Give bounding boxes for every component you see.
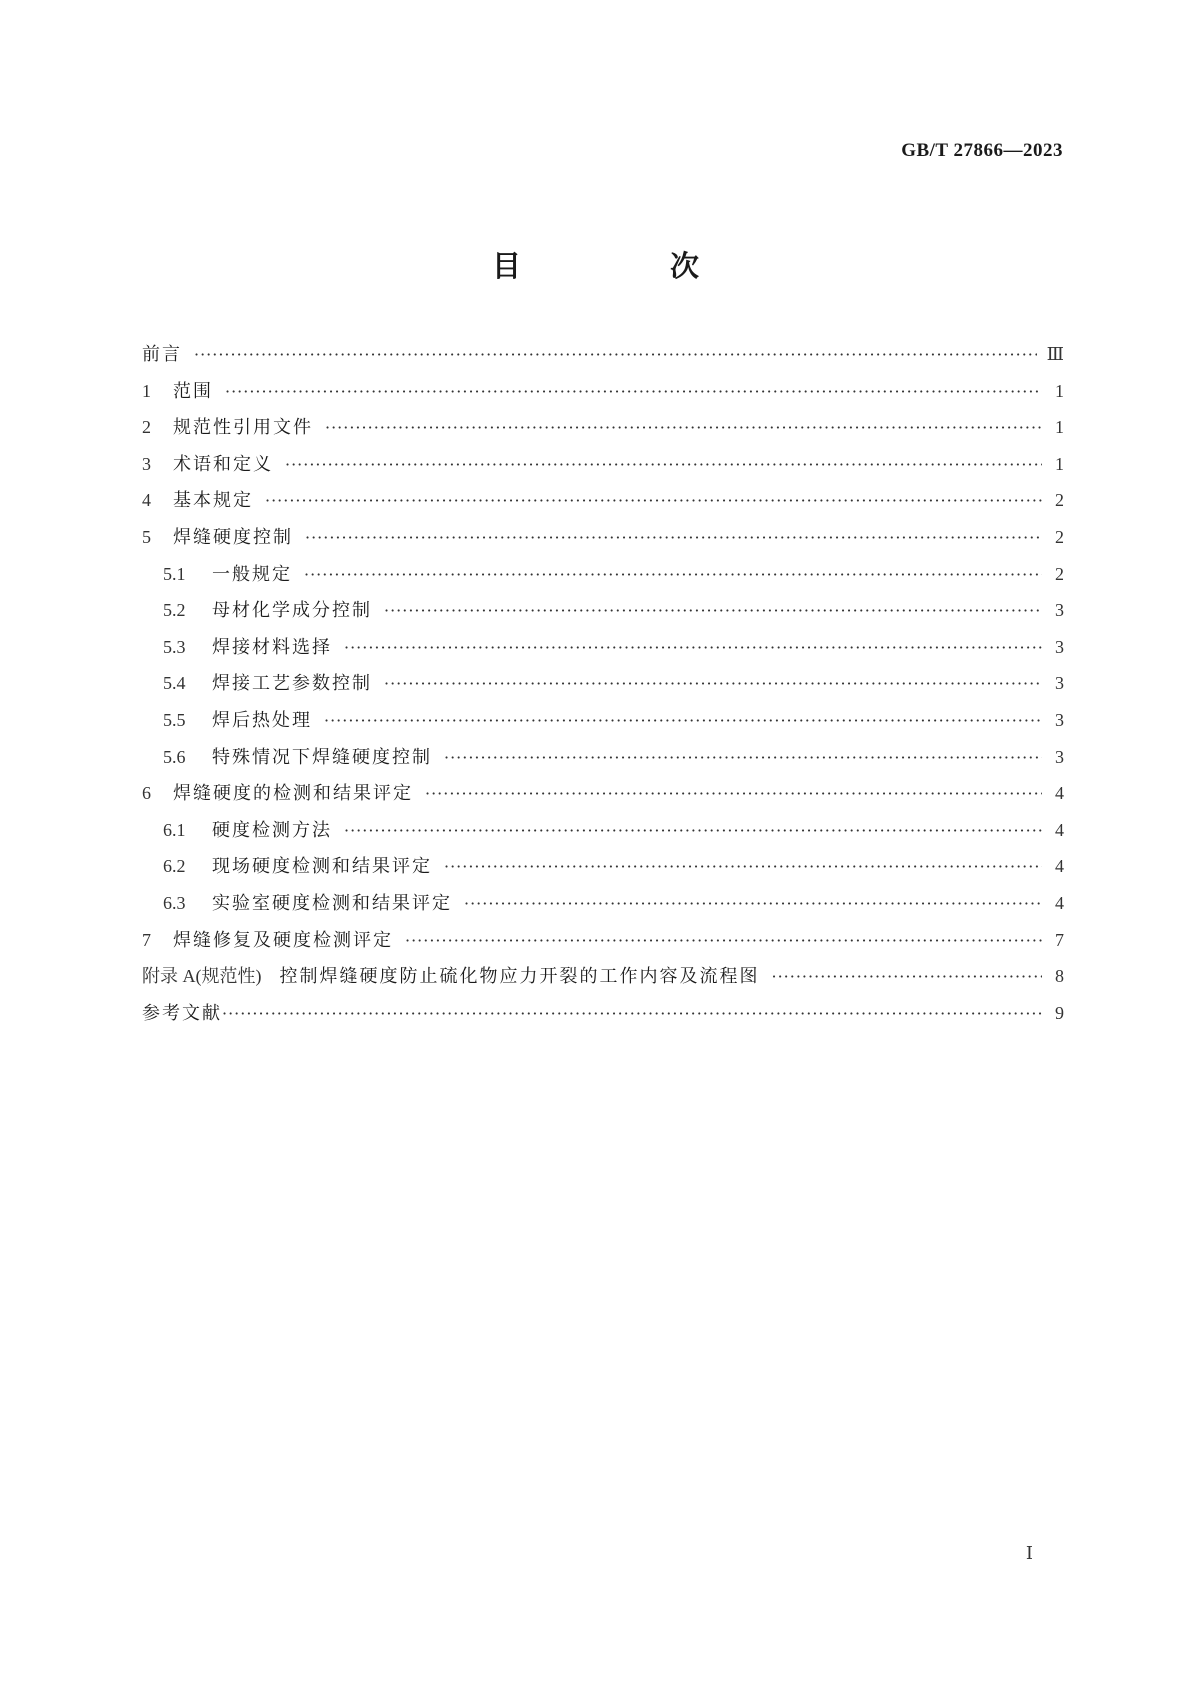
toc-dot-leader [222, 1004, 1042, 1023]
toc-entry-page: 4 [1055, 819, 1064, 840]
toc-entry-number: 2 [142, 417, 151, 438]
toc-entry-number: 6 [142, 783, 151, 804]
toc-entry-number: 5.3 [163, 636, 186, 657]
toc-entry-label: 特殊情况下焊缝硬度控制 [212, 746, 432, 768]
toc-entry-number: 5 [142, 526, 151, 547]
toc-entry[interactable] [142, 596, 1064, 633]
toc-dot-leader [444, 748, 1042, 767]
toc-entry[interactable] [142, 450, 1064, 487]
toc-dot-leader [324, 711, 1042, 730]
toc-entry-number: 5.5 [163, 709, 186, 730]
toc-entry-number: 1 [142, 380, 151, 401]
toc-entry[interactable] [142, 340, 1064, 377]
toc-entry-label: 焊缝硬度的检测和结果评定 [173, 783, 413, 805]
toc-entry-page: 8 [1055, 966, 1064, 987]
toc-entry-page: 2 [1055, 563, 1064, 584]
toc-entry[interactable] [142, 706, 1064, 743]
toc-dot-leader [405, 931, 1042, 950]
toc-entry-label: 焊后热处理 [212, 709, 312, 731]
toc-entry[interactable] [142, 926, 1064, 963]
toc-dot-leader [225, 382, 1042, 401]
toc-dot-leader [772, 967, 1043, 986]
toc-entry-label: 参考文献 [142, 1002, 222, 1024]
toc-entry[interactable] [142, 852, 1064, 889]
toc-dot-leader [344, 821, 1042, 840]
toc-entry[interactable] [142, 816, 1064, 853]
toc-entry-label: 母材化学成分控制 [212, 600, 372, 622]
toc-entry[interactable] [142, 962, 1064, 999]
toc-entry[interactable] [142, 486, 1064, 523]
toc-dot-leader [444, 857, 1042, 876]
toc-entry[interactable] [142, 560, 1064, 597]
toc-entry[interactable] [142, 413, 1064, 450]
toc-entry-number: 7 [142, 929, 151, 950]
toc-entry-label: 规范性引用文件 [173, 417, 313, 439]
toc-entry-number: 5.1 [163, 563, 186, 584]
toc-entry[interactable] [142, 633, 1064, 670]
toc-entry-page: 1 [1055, 453, 1064, 474]
toc-entry-label: 硬度检测方法 [212, 819, 332, 841]
toc-entry-page: 3 [1055, 600, 1064, 621]
toc-entry-label: 焊缝修复及硬度检测评定 [173, 929, 393, 951]
page-title: 目 次 [491, 249, 759, 283]
table-of-contents [142, 340, 1064, 1035]
toc-entry-label: 前言 [142, 344, 182, 365]
toc-dot-leader [425, 784, 1042, 803]
toc-entry-page: 9 [1055, 1002, 1064, 1023]
toc-entry-label: 一般规定 [212, 563, 292, 585]
toc-entry-page: 3 [1055, 746, 1064, 767]
toc-entry-page: 1 [1055, 417, 1064, 438]
toc-dot-leader [344, 638, 1042, 657]
toc-dot-leader [265, 491, 1042, 510]
toc-entry-page: 2 [1055, 526, 1064, 547]
toc-entry-number: 6.2 [163, 856, 186, 877]
toc-entry-number: 6.3 [163, 892, 186, 913]
toc-entry-page: 2 [1055, 490, 1064, 511]
toc-entry-number: 3 [142, 453, 151, 474]
toc-entry[interactable] [142, 743, 1064, 780]
page-number: Ⅰ [1025, 1543, 1033, 1563]
toc-entry[interactable] [142, 889, 1064, 926]
toc-dot-leader [384, 674, 1042, 693]
toc-entry-label: 范围 [173, 380, 213, 402]
toc-entry-number: 5.2 [163, 600, 186, 621]
toc-dot-leader [285, 455, 1042, 474]
toc-dot-leader [304, 565, 1042, 584]
toc-entry-label: 术语和定义 [173, 453, 273, 475]
toc-entry-number: 6.1 [163, 819, 186, 840]
toc-entry[interactable] [142, 779, 1064, 816]
toc-dot-leader [325, 418, 1042, 437]
toc-entry-page: 1 [1055, 380, 1064, 401]
toc-dot-leader [305, 528, 1042, 547]
toc-entry[interactable] [142, 669, 1064, 706]
toc-dot-leader [194, 345, 1037, 364]
toc-entry-label: 焊接工艺参数控制 [212, 673, 372, 695]
toc-entry-label: 实验室硬度检测和结果评定 [212, 892, 452, 914]
document-code: GB/T 27866—2023 [901, 140, 1063, 161]
toc-entry-number: 5.4 [163, 673, 186, 694]
toc-entry-page: 3 [1055, 673, 1064, 694]
toc-entry-number: 5.6 [163, 746, 186, 767]
toc-entry[interactable] [142, 999, 1064, 1036]
toc-entry-number: 4 [142, 490, 151, 511]
toc-entry-label: 控制焊缝硬度防止硫化物应力开裂的工作内容及流程图 [279, 966, 760, 988]
toc-entry-page: 3 [1055, 636, 1064, 657]
toc-entry-page: 4 [1055, 783, 1064, 804]
toc-entry-page: 3 [1055, 709, 1064, 730]
toc-entry-label: 焊接材料选择 [212, 636, 332, 658]
toc-entry-page: 4 [1055, 856, 1064, 877]
toc-entry-label: 基本规定 [173, 490, 253, 512]
toc-entry[interactable] [142, 523, 1064, 560]
toc-dot-leader [464, 894, 1042, 913]
toc-entry[interactable] [142, 377, 1064, 414]
toc-dot-leader [384, 601, 1042, 620]
toc-entry-label: 焊缝硬度控制 [173, 526, 293, 548]
toc-entry-number: 附录 A(规范性) [142, 966, 262, 987]
toc-entry-label: 现场硬度检测和结果评定 [212, 856, 432, 878]
toc-entry-page: Ⅲ [1046, 344, 1064, 364]
toc-entry-page: 4 [1055, 892, 1064, 913]
toc-entry-page: 7 [1055, 929, 1064, 950]
